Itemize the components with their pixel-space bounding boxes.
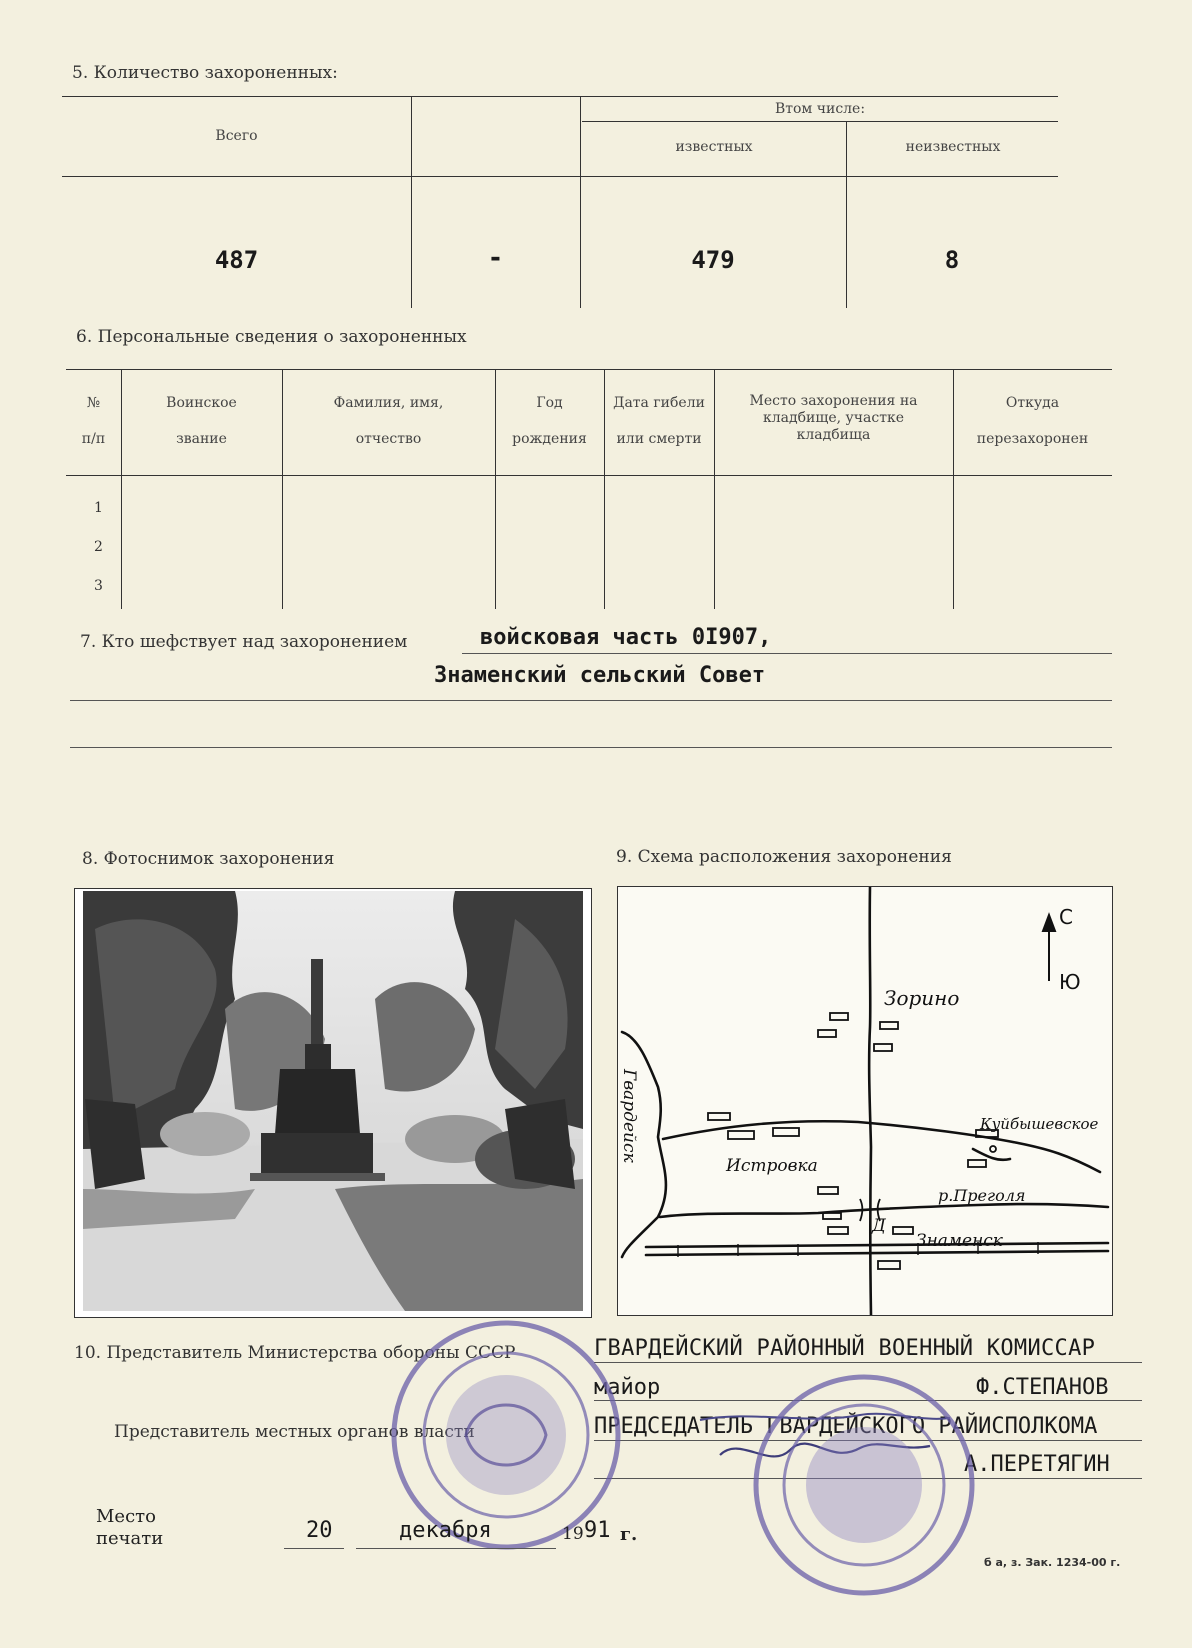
map-burial-marker: Д xyxy=(872,1216,886,1236)
local-name: А.ПЕРЕТЯГИН xyxy=(964,1452,1110,1477)
burial-photo xyxy=(74,888,592,1318)
hdr-rank-1: Воинское xyxy=(166,395,237,411)
table-row: 2 xyxy=(94,539,103,555)
hdr-num-2: п/п xyxy=(81,431,106,447)
hdr-death-2: или смерти xyxy=(616,431,702,447)
hdr-from-2: перезахоронен xyxy=(976,431,1089,447)
date-year-suffix: 91 xyxy=(584,1518,611,1543)
ministry-line-1: ГВАРДЕЙСКИЙ РАЙОННЫЙ ВОЕННЫЙ КОМИССАР xyxy=(594,1336,1096,1361)
known-value: 479 xyxy=(691,246,735,274)
ministry-rank: майор xyxy=(594,1375,661,1400)
map-south: Ю xyxy=(1059,970,1081,994)
date-line xyxy=(284,1518,654,1554)
location-scheme-drawing xyxy=(618,887,1112,1315)
local-rep-label: Представитель местных органов власти xyxy=(114,1422,475,1442)
date-suffix: г. xyxy=(620,1524,638,1545)
map-label-river: р.Преголя xyxy=(938,1186,1026,1205)
council-seal-stamp xyxy=(744,1370,984,1600)
map-north: С xyxy=(1059,905,1073,929)
seal-place-label: Место печати xyxy=(96,1506,164,1549)
location-scheme-map xyxy=(617,886,1113,1316)
map-label-istrovka: Истровка xyxy=(726,1156,818,1176)
section6-title: 6. Персональные сведения о захороненных xyxy=(76,327,467,347)
section8-title: 8. Фотоснимок захоронения xyxy=(82,849,335,869)
section9-title: 9. Схема расположения захоронения xyxy=(616,847,952,867)
burial-photo-image xyxy=(75,889,591,1317)
hdr-num-1: № xyxy=(86,395,101,411)
hdr-birth-1: Год xyxy=(536,395,563,411)
hdr-place-3: кладбища xyxy=(796,427,871,443)
ministry-name: Ф.СТЕПАНОВ xyxy=(976,1375,1109,1400)
hdr-name-1: Фамилия, имя, xyxy=(333,395,444,411)
date-month: декабря xyxy=(399,1518,492,1543)
col-total-header: Всего xyxy=(215,128,258,144)
local-line-1: ПРЕДСЕДАТЕЛЬ ГВАРДЕЙСКОГО РАЙИСПОЛКОМА xyxy=(594,1414,1098,1439)
patron-line-2: Знаменский сельский Совет xyxy=(434,663,766,688)
map-label-gvardeisk: Гвардейск xyxy=(619,1069,639,1163)
table-row: 3 xyxy=(94,578,103,594)
hdr-rank-2: звание xyxy=(176,431,227,447)
hdr-death-1: Дата гибели xyxy=(613,395,705,411)
table-row: 1 xyxy=(94,500,103,516)
col-known-header: известных xyxy=(675,139,753,155)
hdr-name-2: отчество xyxy=(355,431,422,447)
col-group-header: Втом числе: xyxy=(774,101,866,117)
map-label-zorino: Зорино xyxy=(884,986,960,1010)
hdr-from-1: Откуда xyxy=(1005,395,1060,411)
ministry-rep-label: 10. Представитель Министерства обороны СССР xyxy=(74,1343,516,1363)
hdr-birth-2: рождения xyxy=(512,431,587,447)
total-value: 487 xyxy=(214,246,259,274)
print-info: б а, з. Зак. 1234-00 г. xyxy=(984,1556,1121,1569)
map-label-znamensk: Знаменск xyxy=(916,1231,1003,1251)
patron-line-1: войсковая часть 0I907, xyxy=(480,625,772,650)
second-value: - xyxy=(487,243,504,273)
section5-title: 5. Количество захороненных: xyxy=(72,63,338,83)
date-year-prefix: 19 xyxy=(562,1524,584,1544)
col-unknown-header: неизвестных xyxy=(905,139,1001,155)
map-label-kuibyshevskoe: Куйбышевское xyxy=(980,1115,1099,1133)
hdr-place-2: кладбище, участке xyxy=(762,410,905,426)
hdr-place-1: Место захоронения на xyxy=(749,393,918,409)
unknown-value: 8 xyxy=(944,246,960,274)
section7-title: 7. Кто шефствует над захоронением xyxy=(80,632,408,652)
date-day: 20 xyxy=(306,1518,333,1543)
